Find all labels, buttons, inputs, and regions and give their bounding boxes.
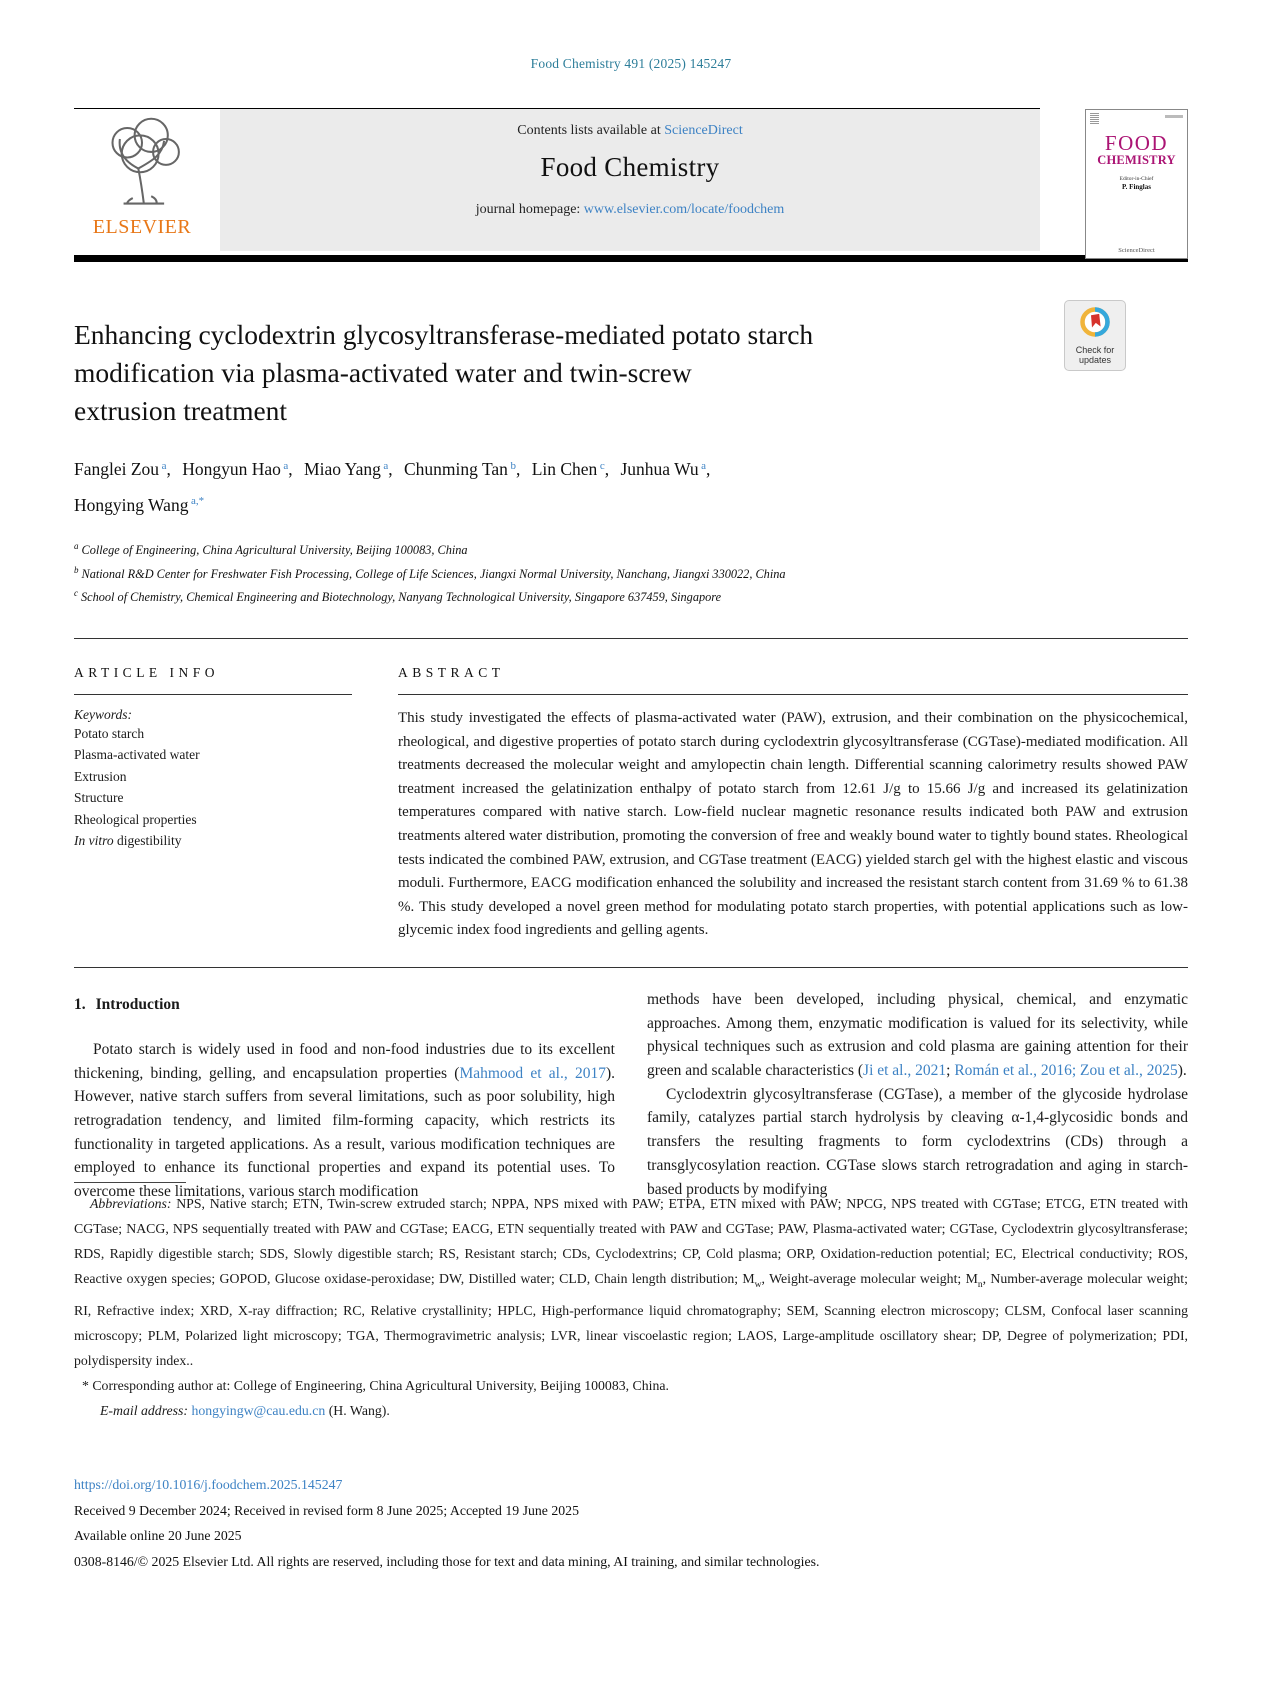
copyright-line: 0308-8146/© 2025 Elsevier Ltd. All rights are reserved, including those for text and data mining, AI training, and similar technologies. xyxy=(74,1553,820,1569)
author: Lin Chen $^c$, xyxy=(531,459,610,480)
journal-banner xyxy=(220,109,1040,251)
elsevier-logo[interactable] xyxy=(74,115,210,239)
homepage-line xyxy=(220,202,1040,218)
abstract-heading: ABSTRACT xyxy=(398,664,505,680)
keyword-item: In vitro digestibility xyxy=(74,833,182,849)
article-info-heading: ARTICLE INFO xyxy=(74,664,220,680)
email-line: E-mail address: hongyingw@cau.edu.cn (H. Wang). xyxy=(100,1402,390,1418)
footnote-block xyxy=(74,1182,1188,1423)
footnote-divider xyxy=(74,1182,186,1183)
keyword-item: Plasma-activated water xyxy=(74,747,200,763)
author: Chunming Tan $^b$, xyxy=(403,459,521,480)
received-dates: Received 9 December 2024; Received in revised form 8 June 2025; Accepted 19 June 2025 xyxy=(74,1502,579,1518)
article-title-line1: Enhancing cyclodextrin glycosyltransferase-mediated potato starch xyxy=(74,318,814,350)
affiliation: $^a$ College of Engineering, China Agricultural University, Beijing 100083, China xyxy=(74,541,468,558)
elsevier-wordmark: ELSEVIER xyxy=(92,216,192,238)
check-for-updates-badge[interactable] xyxy=(1064,300,1126,371)
check-for-updates-label: Check for updates xyxy=(1075,344,1115,365)
journal-title: Food Chemistry xyxy=(540,152,720,182)
doi-link[interactable]: https://doi.org/10.1016/j.foodchem.2025.145247 xyxy=(74,1477,343,1492)
journal-citation: Food Chemistry 491 (2025) 145247 xyxy=(530,56,732,71)
journal-cover[interactable] xyxy=(1085,109,1188,259)
citation-link-mahmood[interactable]: Mahmood et al., 2017 xyxy=(459,1064,606,1082)
cover-title-food: FOOD xyxy=(1104,131,1169,155)
contents-prefix: Contents lists available at xyxy=(517,123,661,138)
cover-title-chemistry: CHEMISTRY xyxy=(1097,153,1176,167)
cover-issn xyxy=(1165,115,1183,118)
abstract-rule xyxy=(398,694,1188,695)
homepage-link[interactable]: www.elsevier.com/locate/foodchem xyxy=(583,202,785,217)
affiliation-list xyxy=(74,537,1188,608)
abstract-text: This study investigated the effects of plasma-activated water (PAW), extrusion, and their combination on the physicochemical, rheological, and digestive properties of potato starch during cyclodextrin glycosyltransferase (CGTase)-mediated modification. All treatments decreased the molecular weight and amylopectin chain length. Differential scanning calorimetry results showed PAW treatment increased the gelatinization enthalpy of potato starch from 12.61 J/g to 15.66 J/g and increased its gelatinization temperatures compared with native starch. Low-field nuclear magnetic resonance results indicated both PAW and extrusion treatments altered water distribution, promoting the conversion of free and weakly bound water to tightly bound states. Rheological tests indicated the combined PAW, extrusion, and CGTase treatment (EACG) yielded starch gel with the highest elastic and viscous moduli. Furthermore, EACG modification enhanced the solubility and increased the resistant starch content from 31.69 % to 61.38 %. This study developed a novel green method for modulating potato starch properties, with potential applications such as low-glycemic index food ingredients and gelling agents. xyxy=(398,709,1188,939)
abstract-bottom-rule xyxy=(74,967,1188,968)
citation-link-roman-zou[interactable]: Román et al., 2016; Zou et al., 2025 xyxy=(954,1061,1178,1079)
author-corresponding: Hongying Wang $^{a,*}$ xyxy=(74,495,205,516)
corresponding-author-note: * Corresponding author at: College of Engineering, China Agricultural University, Beijing 100083, China. xyxy=(82,1377,669,1393)
author-list xyxy=(74,450,1188,522)
cover-footer: ScienceDirect xyxy=(1118,247,1155,254)
check-for-updates-icon xyxy=(1079,325,1111,342)
author: Fanglei Zou $^a$, xyxy=(74,459,171,480)
article-title-line2: modification via plasma-activated water and twin-screw xyxy=(74,356,692,388)
author-affiliation-sup: a xyxy=(283,459,289,472)
publication-info xyxy=(74,1472,1188,1574)
introduction-paragraph-1-continued: methods have been developed, including physical, chemical, and enzymatic approaches. Among them, enzymatic modification is valued for its selectivity, while physical techniques such as extrusion and cold plasma are gaining attention for their green and scalable characteristics (Ji et al., 2021; Román et al., 2016; Zou et al., 2025). xyxy=(647,990,1188,1079)
introduction-heading: 1. Introduction xyxy=(74,995,180,1013)
email-link[interactable]: hongyingw@cau.edu.cn xyxy=(191,1402,326,1418)
sciencedirect-link[interactable]: ScienceDirect xyxy=(664,123,743,138)
body-column-right xyxy=(647,988,1188,1204)
keyword-item: Structure xyxy=(74,790,124,806)
author-affiliation-sup: a,* xyxy=(190,495,205,508)
header-divider-bar xyxy=(74,255,1188,262)
author-affiliation-sup: a xyxy=(161,459,167,472)
available-online: Available online 20 June 2025 xyxy=(74,1528,242,1543)
author: Hongyun Hao $^a$, xyxy=(182,459,293,480)
author-affiliation-sup: c xyxy=(599,459,605,472)
article-info-rule xyxy=(74,694,352,695)
keywords-label: Keywords: xyxy=(74,706,132,722)
cover-editor-name: P. Finglas xyxy=(1122,183,1151,191)
author: Miao Yang $^a$, xyxy=(304,459,393,480)
homepage-label: journal homepage: xyxy=(475,202,581,217)
author-affiliation-sup: b xyxy=(510,459,516,472)
article-title-line3: extrusion treatment xyxy=(74,394,288,426)
affiliation: $^c$ School of Chemistry, Chemical Engineering and Biotechnology, Nanyang Technological University, Singapore 637459, Singapore xyxy=(74,588,722,605)
journal-header xyxy=(74,109,1188,255)
keyword-item: Potato starch xyxy=(74,725,145,741)
contents-line xyxy=(220,123,1040,139)
abbreviations-note: Abbreviations: NPS, Native starch; ETN, Twin-screw extruded starch; NPPA, NPS mixed with PAW; ETPA, ETN mixed with PAW; NPCG, NPS treated with CGTase; ETCG, ETN treated with CGTase; NACG, NPS sequentially treated with PAW and CGTase; EACG, ETN sequentially treated with PAW and CGTase; PAW, Plasma-activated water; CGTase, Cyclodextrin glycosyltransferase; RDS, Rapidly digestible starch; SDS, Slowly digestible starch; RS, Resistant starch; CDs, Cyclodextrins; CP, Cold plasma; ORP, Oxidation-reduction potential; EC, Electrical conductivity; ROS, Reactive oxygen species; GOPOD, Glucose oxidase-peroxidase; DW, Distilled water; CLD, Chain length distribution; $M_w$, Weight-average molecular weight; $M_n$, Number-average molecular weight; RI, Refractive index; XRD, X-ray diffraction; RC, Relative crystallinity; HPLC, High-performance liquid chromatography; SEM, Scanning electron microscopy; CLSM, Confocal laser scanning microscopy; PLM, Polarized light microscopy; TGA, Thermogravimetric analysis; LVR, linear viscoelastic region; LAOS, Large-amplitude oscillatory shear; DP, Degree of polymerization; PDI, polydispersity index.. xyxy=(74,1196,1188,1368)
keyword-item: Rheological properties xyxy=(74,811,197,827)
elsevier-tree-icon xyxy=(83,198,201,215)
citation-link-ji[interactable]: Ji et al., 2021 xyxy=(863,1061,947,1079)
affiliation: $^b$ National R&D Center for Freshwater Fish Processing, College of Life Sciences, Jiangxi Normal University, Nanchang, Jiangxi 330022, China xyxy=(74,564,786,581)
article-title xyxy=(74,316,994,430)
cover-editor-label: Editor-in-Chief xyxy=(1119,176,1154,182)
body-column-left xyxy=(74,988,615,1204)
introduction-paragraph-1: Potato starch is widely used in food and non-food industries due to its excellent thickening, binding, gelling, and encapsulation properties (Mahmood et al., 2017). However, native starch suffers from several limitations, such as poor solubility, high retrogradation tendency, and limited film-forming capacity, which restricts its functionality in targeted applications. As a result, various modification techniques are employed to enhance its functional properties and expand its potential uses. To overcome these limitations, various starch modification xyxy=(74,1040,615,1201)
cover-publisher-mark-icon xyxy=(1090,113,1099,124)
article-info-column xyxy=(74,639,352,943)
introduction-paragraph-2: Cyclodextrin glycosyltransferase (CGTase), a member of the glycoside hydrolase family, catalyzes partial starch hydrolysis by cleaving α-1,4-glycosidic bonds and transfers the resulting fragments to form cyclodextrins (CDs) through a transglycosylation reaction. CGTase slows starch retrogradation and aging in starch-based products by modifying xyxy=(647,1085,1188,1198)
author-affiliation-sup: a xyxy=(383,459,389,472)
author: Junhua Wu $^a$, xyxy=(620,459,711,480)
author-affiliation-sup: a xyxy=(701,459,707,472)
keyword-item: Extrusion xyxy=(74,768,127,784)
abstract-column xyxy=(398,639,1188,943)
